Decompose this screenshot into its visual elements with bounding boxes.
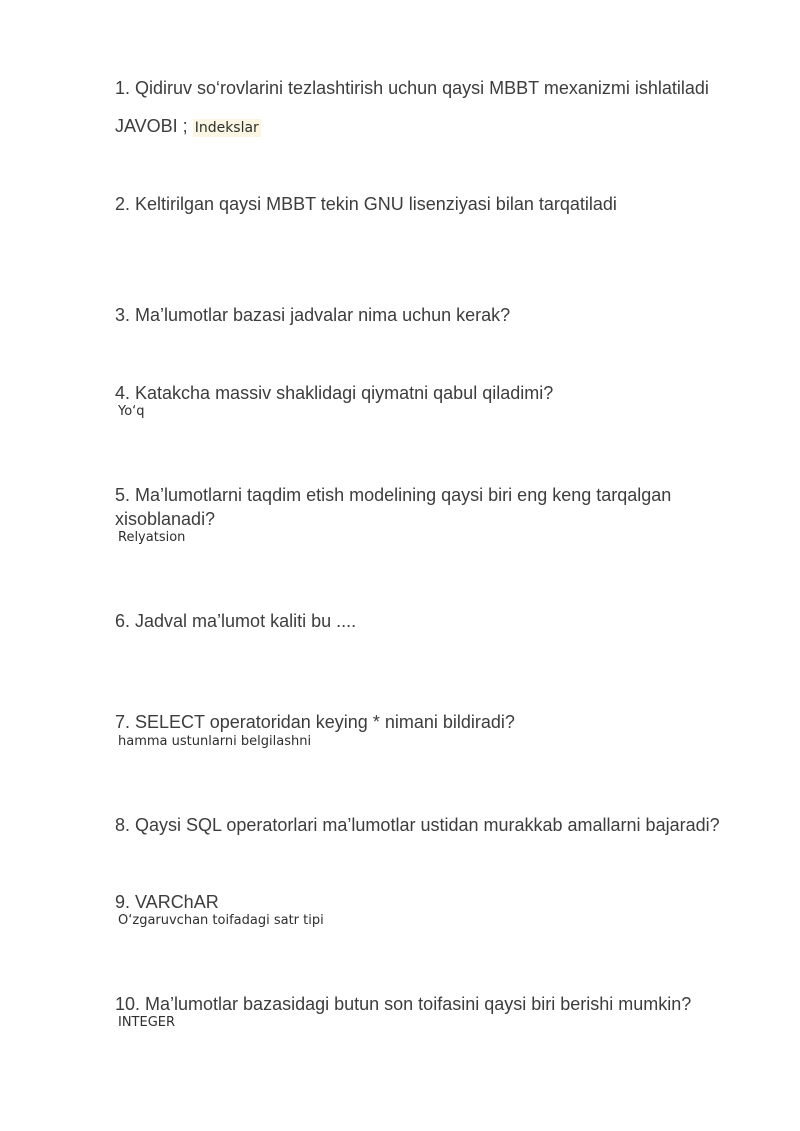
- question-3: 3. Ma’lumotlar bazasi jadvalar nima uchun kerak?: [115, 305, 511, 325]
- question-8: 8. Qaysi SQL operatorlari ma’lumotlar ustidan murakkab amallarni bajaradi?: [115, 815, 720, 835]
- answer-1-line: [115, 114, 261, 140]
- answer-1-highlighted: Indekslar: [194, 120, 259, 136]
- question-6: 6. Jadval ma’lumot kaliti bu ....: [115, 611, 357, 631]
- answer-10: INTEGER: [118, 1015, 176, 1030]
- question-4: 4. Katakcha massiv shaklidagi qiymatni qabul qiladimi?: [115, 383, 554, 403]
- answer-prefix: JAVOBI ;: [115, 116, 193, 136]
- answer-7: hamma ustunlarni belgilashni: [118, 734, 312, 749]
- question-1: 1. Qidiruv so‘rovlarini tezlashtirish uchun qaysi MBBT mexanizmi ishlatiladi: [115, 78, 709, 98]
- question-10: 10. Ma’lumotlar bazasidagi butun son toifasini qaysi biri berishi mumkin?: [115, 994, 692, 1014]
- answer-4: Yo‘q: [118, 404, 145, 419]
- question-2: 2. Keltirilgan qaysi MBBT tekin GNU lisenziyasi bilan tarqatiladi: [115, 194, 617, 214]
- question-7: 7. SELECT operatoridan keying * nimani bildiradi?: [115, 712, 515, 732]
- question-9: 9. VARChAR: [115, 892, 219, 912]
- question-5: 5. Ma’lumotlarni taqdim etish modelining qaysi biri eng keng tarqalgan xisoblanadi?: [115, 485, 672, 529]
- answer-5: Relyatsion: [118, 530, 186, 545]
- answer-9: O‘zgaruvchan toifadagi satr tipi: [118, 913, 324, 928]
